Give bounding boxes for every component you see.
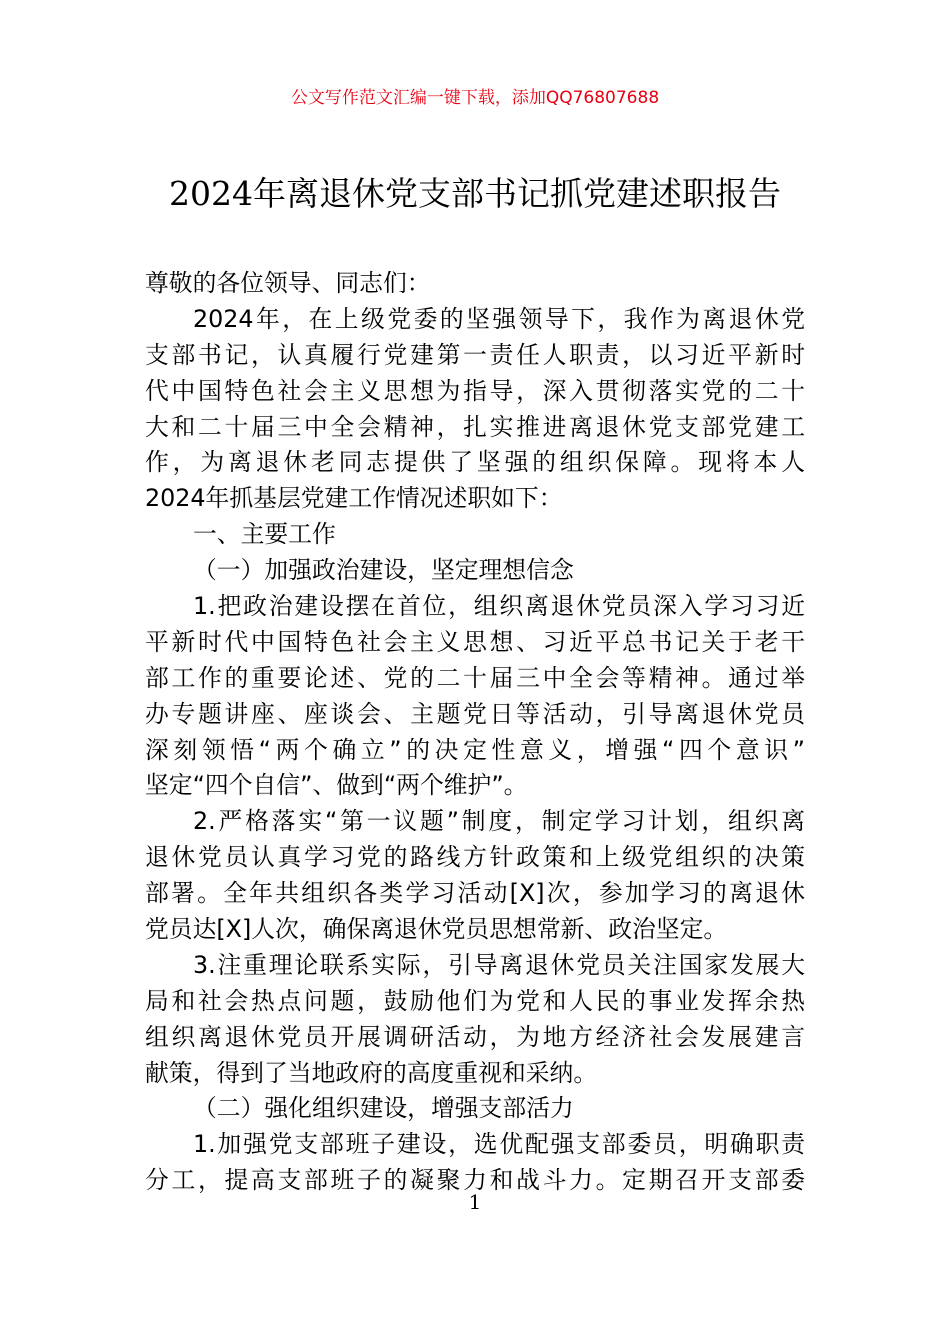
salutation-line: 尊敬的各位领导、同志们： [145, 269, 431, 297]
paragraph-line: 党员达[X]人次，确保离退休党员思想常新、政治坚定。 [145, 915, 728, 944]
paragraph-line: 平新时代中国特色社会主义思想、习近平总书记关于老干 [145, 627, 805, 656]
paragraph-line: 坚定“四个自信”、做到“两个维护”。 [145, 771, 528, 800]
paragraph-line: 代中国特色社会主义思想为指导，深入贯彻落实党的二十 [145, 376, 805, 405]
paragraph-line: 组织离退休党员开展调研活动，为地方经济社会发展建言 [145, 1022, 805, 1051]
paragraph-line: 2.严格落实“第一议题”制度，制定学习计划，组织离 [193, 807, 805, 836]
paragraph-line: 1.加强党支部班子建设，选优配强支部委员，明确职责 [193, 1130, 805, 1159]
document-body [145, 266, 805, 1199]
paragraph-line: 部工作的重要论述、党的二十届三中全会等精神。通过举 [145, 663, 805, 692]
paragraph-line: 深刻领悟“两个确立”的决定性意义，增强“四个意识” [145, 735, 805, 764]
paragraph-line: 部署。全年共组织各类学习活动[X]次，参加学习的离退休 [145, 879, 805, 908]
paragraph-line: 3.注重理论联系实际，引导离退休党员关注国家发展大 [193, 950, 805, 979]
paragraph-line: 支部书记，认真履行党建第一责任人职责，以习近平新时 [145, 340, 805, 369]
section-heading: 一、主要工作 [193, 520, 336, 549]
paragraph-line: 分工，提高支部班子的凝聚力和战斗力。定期召开支部委 [145, 1166, 805, 1195]
paragraph-line: 退休党员认真学习党的路线方针政策和上级党组织的决策 [145, 843, 805, 872]
subsection-heading: （一）加强政治建设，坚定理想信念 [193, 556, 574, 585]
page-number: 1 [468, 1190, 482, 1214]
document-title: 2024年离退休党支部书记抓党建述职报告 [169, 174, 781, 213]
paragraph-line: 2024年，在上级党委的坚强领导下，我作为离退休党 [193, 304, 805, 333]
paragraph-line: 办专题讲座、座谈会、主题党日等活动，引导离退休党员 [145, 699, 805, 728]
paragraph-line: 2024年抓基层党建工作情况述职如下： [145, 484, 563, 513]
paragraph-line: 1.把政治建设摆在首位，组织离退休党员深入学习习近 [193, 592, 805, 621]
paragraph-line: 局和社会热点问题，鼓励他们为党和人民的事业发挥余热 [145, 986, 805, 1015]
download-banner: 公文写作范文汇编一键下载，添加QQ76807688 [290, 88, 660, 108]
paragraph-line: 大和二十届三中全会精神，扎实推进离退休党支部党建工 [145, 412, 805, 441]
paragraph-line: 作，为离退休老同志提供了坚强的组织保障。现将本人 [145, 448, 805, 477]
paragraph-line: 献策，得到了当地政府的高度重视和采纳。 [145, 1058, 598, 1087]
subsection-heading: （二）强化组织建设，增强支部活力 [193, 1094, 574, 1123]
